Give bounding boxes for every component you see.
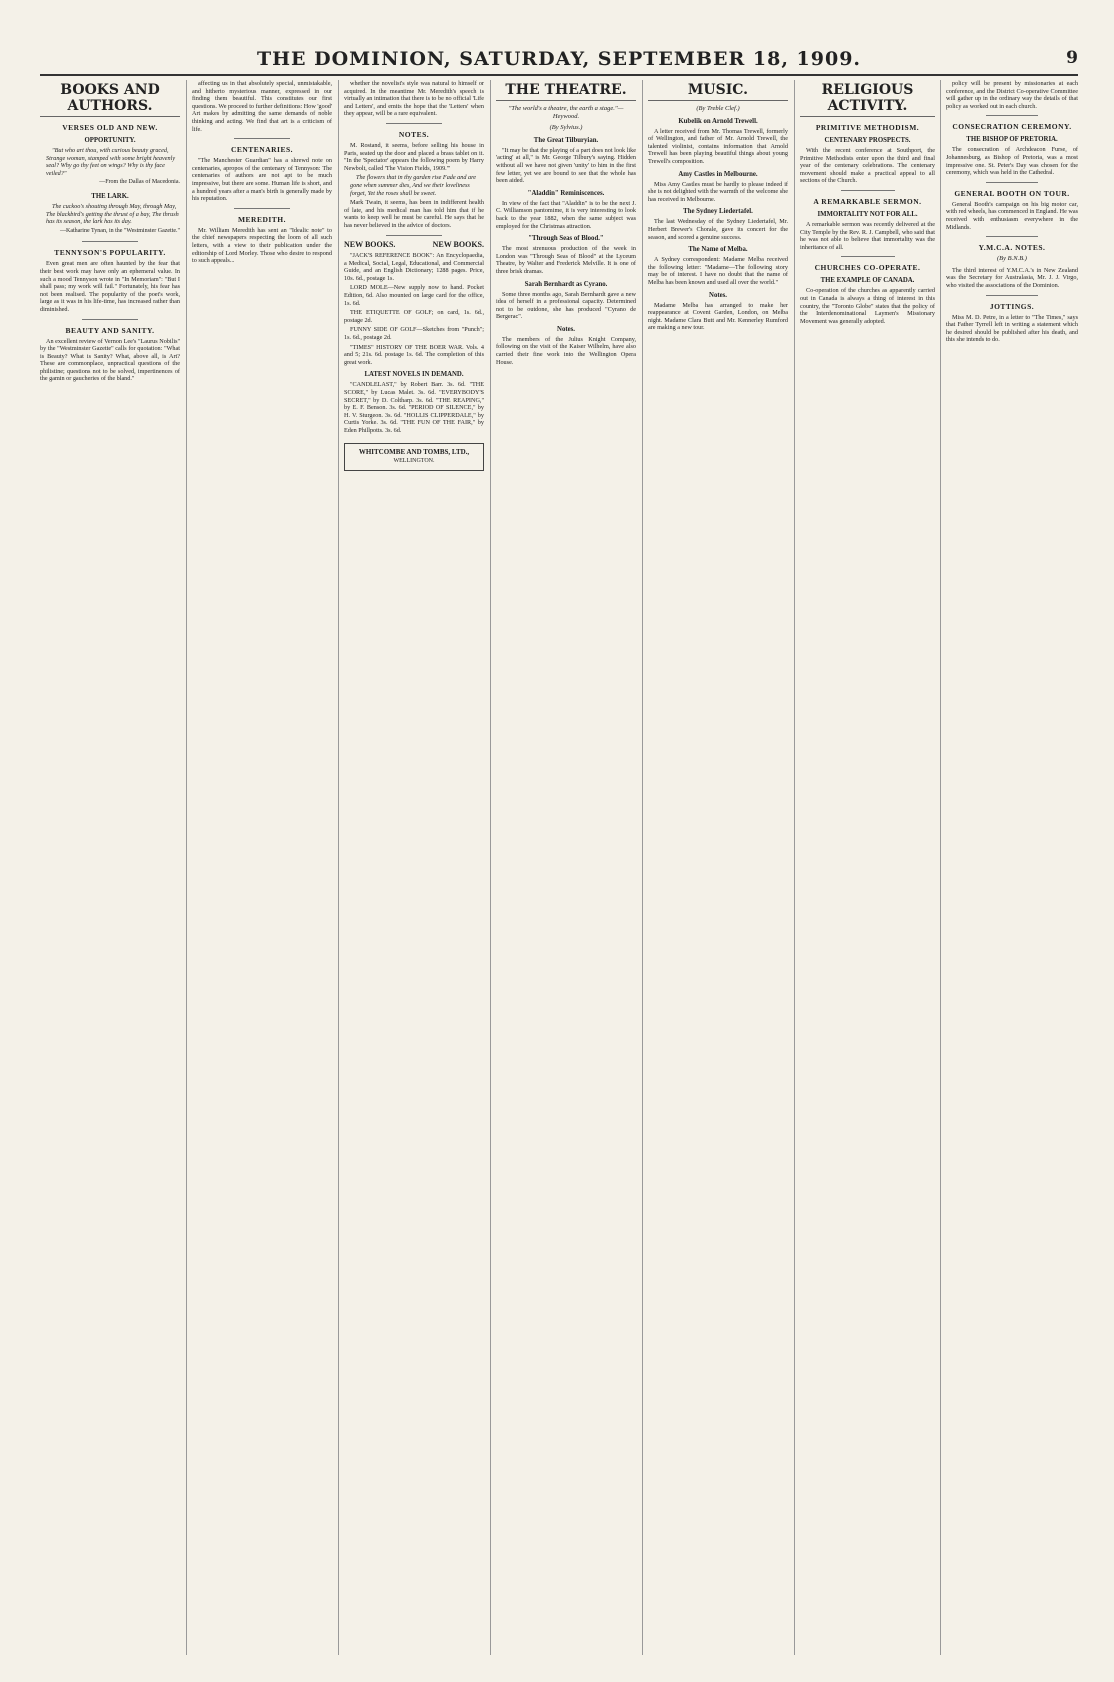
page-number: 9: [1066, 48, 1078, 68]
article-text: Mr. William Meredith has sent an "Idealic note" to the chief newspapers respecting the loom of all such letters, with a view to their publication under the editorship of Lord Morley. Those who desire to respond to such appeals...: [192, 226, 332, 265]
subhead-tennyson: TENNYSON'S POPULARITY.: [54, 248, 166, 258]
subhead: Notes.: [709, 291, 727, 299]
divider: [234, 138, 290, 139]
column-rule: [338, 80, 339, 1655]
subhead-beauty: BEAUTY AND SANITY.: [65, 325, 155, 335]
new-books-label: NEW BOOKS.: [344, 239, 396, 249]
column-religious-continued: [946, 80, 1078, 1655]
article-text: A Sydney correspondent: Madame Melba received the following letter: "Madame—The following story may be of interest. I have no doubt that the name of Melba has been known and used all over the world.": [648, 256, 788, 286]
section-title-religious: RELIGIOUS ACTIVITY.: [800, 82, 935, 117]
article-text: Miss Amy Castles must be hardly to please indeed if she is not delighted with the warmth of the welcome she has received in Melbourne.: [648, 180, 788, 203]
article-text: "It may be that the playing of a part does not look like 'acting' at all," is Mr. George Tilbury's saying. Hidden without all we have not given 'unity' to him in the first few letter, yet we are bound to see that the whole has been aided.: [496, 146, 636, 185]
book-listing: "JACK'S REFERENCE BOOK": An Encyclopaedia, a Medical, Social, Legal, Educational, and Commercial Guide, and an English Dictionary; 1288 pages. Price, 10s. 6d., postage 1s.: [344, 252, 484, 282]
article-text: A letter received from Mr. Thomas Trewell, formerly of Wellington, and father of Mr. Arnold Trewell, the talented violinist, contains information that Arnold Trewell has been playing beautiful things about young Trewell's composition.: [648, 127, 788, 165]
column-rule: [940, 80, 941, 1655]
column-rule: [794, 80, 795, 1655]
divider: [841, 190, 895, 191]
column-books-and-authors: [40, 80, 180, 1655]
section-title-theatre: THE THEATRE.: [496, 82, 636, 101]
subhead: IMMORTALITY NOT FOR ALL.: [817, 210, 918, 218]
subhead: THE EXAMPLE OF CANADA.: [820, 277, 915, 285]
subhead: Y.M.C.A. NOTES.: [978, 243, 1046, 253]
poem-title-lark: THE LARK.: [91, 192, 129, 200]
divider: [986, 182, 1039, 183]
subhead: JOTTINGS.: [989, 301, 1035, 311]
poem-vision: The flowers that in thy garden rise Fade and are gone when summer dies, And we their loveliness forget, Yet the roses shall be sweet.: [350, 174, 477, 197]
columns: [40, 80, 1078, 1655]
subhead: The Great Tilburyian.: [533, 136, 599, 144]
subhead: "Aladdin" Reminiscences.: [527, 189, 605, 197]
subhead-notes: NOTES.: [398, 129, 430, 139]
publisher-ad: [344, 443, 484, 471]
column-rule: [642, 80, 643, 1655]
column-rule: [186, 80, 187, 1655]
byline: (By Treble Clef.): [696, 105, 740, 112]
divider: [986, 115, 1039, 116]
divider: [841, 256, 895, 257]
article-text: affecting us in that absolutely special, unmistakable, and hitherto mysterious manner, expressed in our finding them beautiful. This constitutes our first questions. We proceed to further definitions: How 'good' Art makes by admitting the same demands of noble thinking and acting. We find that art is a criticism of life.: [192, 80, 332, 133]
new-books-label-right: NEW BOOKS.: [432, 239, 484, 249]
byline: (By B.N.B.): [997, 255, 1027, 263]
poem-title-opportunity: OPPORTUNITY.: [84, 137, 136, 144]
novel-listing: "CANDLELAST," by Robert Barr. 3s. 6d. "THE SCORE," by Lucas Malet. 3s. 6d. "EVERYBODY'S SECRET," by D. Coltharp. 3s. 6d. "THE REAPING," by E. F. Benson. 3s. 6d. "PERIOD OF SILENCE," by H. V. Sturgeon. 3s. 6d. "HOLLIS CLIPPERDALE," by Curtis Yorke. 3s. 6d. "THE FUN OF THE FAIR," by Eden Phillpotts. 3s. 6d.: [344, 381, 484, 434]
subhead: Amy Castles in Melbourne.: [678, 170, 758, 178]
divider: [386, 123, 442, 124]
article-text: whether the novelist's style was natural to himself or acquired. In the meantime Mr. Meredith's speech is virtually an intimation that there is to be no official 'Life and Letters', and emits the hope that the 'Letters' when they appear, will be a rare equivalent.: [344, 80, 484, 118]
article-text: policy will be present by missionaries at each conference, and the District Co-operative Committee will gather up in the ordinary way the details of that policy as worked out in each church.: [946, 80, 1078, 110]
article-text: In view of the fact that "Aladdin" is to be the next J. C. Williamson pantomime, it is very interesting to look back to the year 1882, when the same subject was employed for the Christmas attraction.: [496, 199, 636, 230]
article-text: General Booth's campaign on his big motor car, with red wheels, has commenced in England. He was received with enthusiasm everywhere in the Midlands.: [946, 200, 1078, 231]
article-text: Some three months ago, Sarah Bernhardt gave a new idea of herself in a professional capacity. Determined not to be outdone, she has produced "Cyrano de Bergerac".: [496, 290, 636, 321]
divider: [986, 236, 1039, 237]
book-listing: LORD MOLE—New supply now to hand. Pocket Edition, 6d. Also mounted on large card for the office, 1s. 6d.: [344, 284, 484, 307]
article-text: Co-operation of the churches as apparently carried out in Canada is always a thing of interest in this country, the "Toronto Globe" states that the policy of the Interdenominational Laymen's Missionary Movement was generally adopted.: [800, 287, 935, 325]
column-music: [648, 80, 788, 1655]
subhead-verses: VERSES OLD AND NEW.: [62, 123, 158, 132]
subhead: THE BISHOP OF PRETORIA.: [966, 136, 1058, 144]
divider: [386, 235, 442, 236]
article-text: Mark Twain, it seems, has been in indifferent health of late, and his medical man has told him that if he wants to keep well he must be careful. He says that he has never believed in the advice of doctors.: [344, 199, 484, 229]
book-listing: "TIMES" HISTORY OF THE BOER WAR. Vols. 4 and 5; 21s. 6d. postage 1s. 6d. The completion of this great work.: [344, 343, 484, 366]
subhead-centenaries: CENTENARIES.: [230, 145, 294, 155]
article-text: Even great men are often haunted by the fear that their best work may have only an ephemeral value. In such a mood Tennyson wrote in "In Memoriam": "But I shall pass; my work will fail." Fortunately, his fear has not been realised. The popularity of the poet's work, large as it was in his life-time, has increased rather than diminished.: [40, 260, 180, 313]
column-religious-activity: [800, 80, 935, 1655]
latest-novels-label: LATEST NOVELS IN DEMAND.: [364, 371, 464, 379]
article-text: The third interest of Y.M.C.A.'s in New Zealand was the Secretary for Australasia, Mr. J. J. Virgo, who visited the associations of the Dominion.: [946, 266, 1078, 289]
article-text: An excellent review of Vernon Lee's "Laurus Nobilis" by the "Westminster Gazette" calls for quotation: "What is Beauty? What is Sanity? What, above all, is Art? These are commonplace, unpractical questions of the philistine; questions not to be solved, impertinences of the gamin or gaucheries of the bland.": [40, 337, 180, 383]
article-text: The most strenuous production of the week in London was "Through Seas of Blood" at the Lyceum Theatre, by Walter and Frederick Melville. It is one of three brisk dramas.: [496, 245, 636, 275]
book-listing: FUNNY SIDE OF GOLF—Sketches from "Punch"; 1s. 6d., postage 2d.: [344, 326, 484, 342]
subhead: The Name of Melba.: [688, 246, 748, 254]
subhead: CHURCHES CO-OPERATE.: [814, 263, 921, 273]
divider: [82, 319, 138, 320]
section-quote: "The world's a theatre, the earth a stage."—Heywood.: [508, 105, 624, 120]
column-books-continued: [192, 80, 332, 1655]
section-title-books: BOOKS AND AUTHORS.: [40, 82, 180, 117]
section-title-music: MUSIC.: [648, 82, 788, 101]
new-books-header: [344, 241, 484, 249]
article-text: M. Rostand, it seems, before selling his house in Paris, seated up the door and placed a brass tablet on it. "In the 'Spectator' appears the following poem by Harry Newbolt, called 'The Vision Fields, 1909.'": [344, 141, 484, 172]
subhead: CONSECRATION CEREMONY.: [952, 122, 1072, 132]
poem-author: —From the Dallas of Macedonia.: [99, 179, 180, 186]
subhead: CENTENARY PROSPECTS.: [824, 137, 911, 144]
column-rule: [490, 80, 491, 1655]
ad-name: WHITCOMBE AND TOMBS, LTD.,: [358, 447, 470, 456]
subhead: The Sydney Liedertafel.: [683, 208, 753, 216]
article-text: The members of the Julius Knight Company, following on the visit of the Kaiser Wilhelm, have also carried their fine work into the Wellington Opera House.: [496, 335, 636, 366]
subhead-meredith: MEREDITH.: [237, 214, 287, 224]
article-text: Madame Melba has arranged to make her reappearance at Covent Garden, London, on Melba night. Madame Clara Butt and Mr. Kennerley Rumford are making a new tour.: [648, 301, 788, 332]
divider: [234, 208, 290, 209]
subhead: PRIMITIVE METHODISM.: [815, 123, 920, 132]
ad-place: WELLINGTON.: [393, 457, 435, 464]
byline: (By Sylvius.): [549, 124, 583, 132]
subhead: Notes.: [557, 325, 575, 333]
article-text: "The Manchester Guardian" has a shrewd note on centenaries, apropos of the centenary of Tennyson: The centenaries of authors are not apt to be much impressive, but there are some. Human life is short, and a hundred years after a man's birth is generally made by his reputation.: [192, 157, 332, 203]
column-notes-new-books: [344, 80, 484, 1655]
subhead: "Through Seas of Blood.": [528, 235, 604, 243]
column-theatre: [496, 80, 636, 1655]
subhead: GENERAL BOOTH ON TOUR.: [954, 188, 1070, 198]
book-listing: THE ETIQUETTE OF GOLF; on card, 1s. 6d., postage 2d.: [344, 309, 484, 324]
poem-opportunity: "But who art thou, with curious beauty graced, Strange woman, stamped with some bright heavenly seal? Why go thy feet on wings? Why is thy face veiled?": [46, 147, 176, 177]
article-text: The consecration of Archdeacon Furse, of Johannesburg, as Bishop of Pretoria, was a most impressive one. St. Peter's Day was chosen for the ceremony, which was held in the Cathedral.: [946, 146, 1078, 177]
article-text: The last Wednesday of the Sydney Liedertafel, Mr. Herbert Brewer's Chorale, gave its concert for the season, and scored a genuine success.: [648, 218, 788, 241]
poem-lark: The cuckoo's shouting through May, through May, The blackbird's getting the thrust of a bay, The thrush has its season, the lark has its day.: [46, 202, 179, 226]
article-text: Miss M. D. Petre, in a letter to "The Times," says that Father Tyrrell left in writing a statement which he desired should be published after his death, and this she intends to do.: [946, 313, 1078, 344]
subhead: Sarah Bernhardt as Cyrano.: [524, 280, 608, 288]
subhead: A REMARKABLE SERMON.: [813, 196, 922, 206]
masthead: [40, 48, 1078, 76]
article-text: With the recent conference at Southport, the Primitive Methodists enter upon the third and final year of the centenary celebrations. The centenary movement should make a practical appeal to all sections of the Church.: [800, 147, 935, 185]
masthead-title: THE DOMINION, SATURDAY, SEPTEMBER 18, 1909.: [256, 48, 862, 70]
article-text: A remarkable sermon was recently delivered at the City Temple by the Rev. R. J. Campbell, who said that he was not able to believe that immortality was the inheritance of all.: [800, 220, 935, 251]
divider: [986, 295, 1039, 296]
divider: [82, 241, 138, 242]
poem-author: —Katharine Tynan, in the "Westminster Gazette.": [59, 227, 180, 234]
subhead: Kubelik on Arnold Trewell.: [678, 117, 758, 125]
